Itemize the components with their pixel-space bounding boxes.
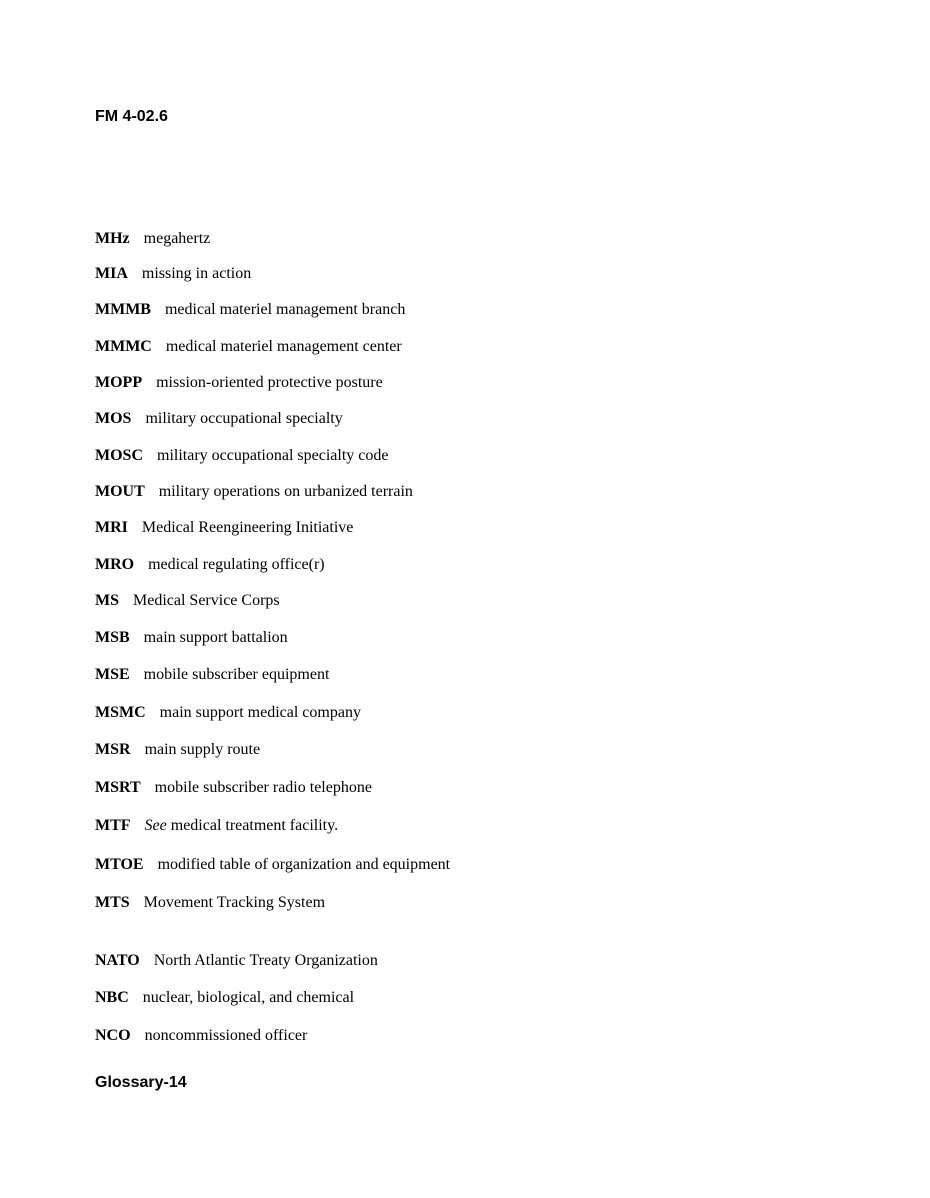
glossary-definition: military occupational specialty code xyxy=(157,447,389,464)
glossary-entry xyxy=(95,373,383,393)
glossary-term: MTS xyxy=(95,894,130,911)
glossary-term: MTF xyxy=(95,817,131,834)
glossary-entry xyxy=(95,893,325,913)
glossary-entry xyxy=(95,446,388,466)
glossary-term: MTOE xyxy=(95,856,144,873)
glossary-term: NCO xyxy=(95,1027,131,1044)
glossary-term: MSMC xyxy=(95,704,146,721)
glossary-term: MOUT xyxy=(95,483,145,500)
glossary-definition: military occupational specialty xyxy=(145,410,343,427)
glossary-term: MIA xyxy=(95,265,128,282)
glossary-term: MSR xyxy=(95,741,131,758)
glossary-term: MRO xyxy=(95,556,135,573)
glossary-entry xyxy=(95,591,280,611)
glossary-entry xyxy=(95,665,329,685)
glossary-entry xyxy=(95,855,450,875)
glossary-definition: medical materiel management center xyxy=(165,338,402,355)
glossary-term: MOSC xyxy=(95,447,143,464)
glossary-entry xyxy=(95,778,372,798)
glossary-definition: Movement Tracking System xyxy=(143,894,326,911)
glossary-term: MSB xyxy=(95,629,130,646)
glossary-entry xyxy=(95,482,413,502)
glossary-entry xyxy=(95,1026,307,1046)
glossary-term: MHz xyxy=(95,230,130,247)
glossary-term: MOS xyxy=(95,410,132,427)
glossary-entry xyxy=(95,300,405,320)
glossary-entry xyxy=(95,264,251,284)
glossary-term: MOPP xyxy=(95,374,143,391)
glossary-definition: medical regulating office(r) xyxy=(148,556,325,573)
glossary-entry xyxy=(95,518,353,538)
glossary-term: MRI xyxy=(95,519,128,536)
glossary-term: MMMB xyxy=(95,301,151,318)
glossary-entry xyxy=(95,988,354,1008)
document-id: FM 4-02.6 xyxy=(95,108,168,125)
glossary-entry xyxy=(95,628,288,648)
glossary-entry xyxy=(95,816,338,836)
glossary-definition: mobile subscriber equipment xyxy=(143,666,330,683)
glossary-definition: Medical Reengineering Initiative xyxy=(141,519,354,536)
glossary-term: NBC xyxy=(95,989,129,1006)
glossary-term: MS xyxy=(95,592,119,609)
glossary-entry xyxy=(95,740,260,760)
glossary-entry xyxy=(95,409,343,429)
glossary-definition: Medical Service Corps xyxy=(133,592,280,609)
glossary-entry xyxy=(95,951,378,971)
glossary-definition: medical materiel management branch xyxy=(164,301,406,318)
glossary-definition: megahertz xyxy=(143,230,211,247)
glossary-definition: mobile subscriber radio telephone xyxy=(154,779,372,796)
glossary-definition: main support medical company xyxy=(159,704,361,721)
glossary-definition: military operations on urbanized terrain xyxy=(158,483,413,500)
glossary-entry xyxy=(95,703,361,723)
glossary-entry xyxy=(95,337,402,357)
glossary-term: MSRT xyxy=(95,779,141,796)
glossary-definition: main support battalion xyxy=(143,629,288,646)
glossary-definition: main supply route xyxy=(144,741,261,758)
glossary-definition xyxy=(145,817,339,834)
glossary-term: MMMC xyxy=(95,338,152,355)
glossary-term: NATO xyxy=(95,952,140,969)
glossary-definition: noncommissioned officer xyxy=(144,1027,308,1044)
glossary-definition: missing in action xyxy=(141,265,252,282)
see-reference: See xyxy=(144,817,167,834)
see-target: medical treatment facility. xyxy=(170,817,339,834)
glossary-definition: modified table of organization and equipment xyxy=(157,856,451,873)
glossary-definition: mission-oriented protective posture xyxy=(156,374,383,391)
glossary-entry xyxy=(95,229,210,249)
page-number: Glossary-14 xyxy=(95,1074,187,1091)
glossary-definition: nuclear, biological, and chemical xyxy=(142,989,355,1006)
glossary-definition: North Atlantic Treaty Organization xyxy=(153,952,378,969)
glossary-term: MSE xyxy=(95,666,130,683)
glossary-entry xyxy=(95,555,325,575)
